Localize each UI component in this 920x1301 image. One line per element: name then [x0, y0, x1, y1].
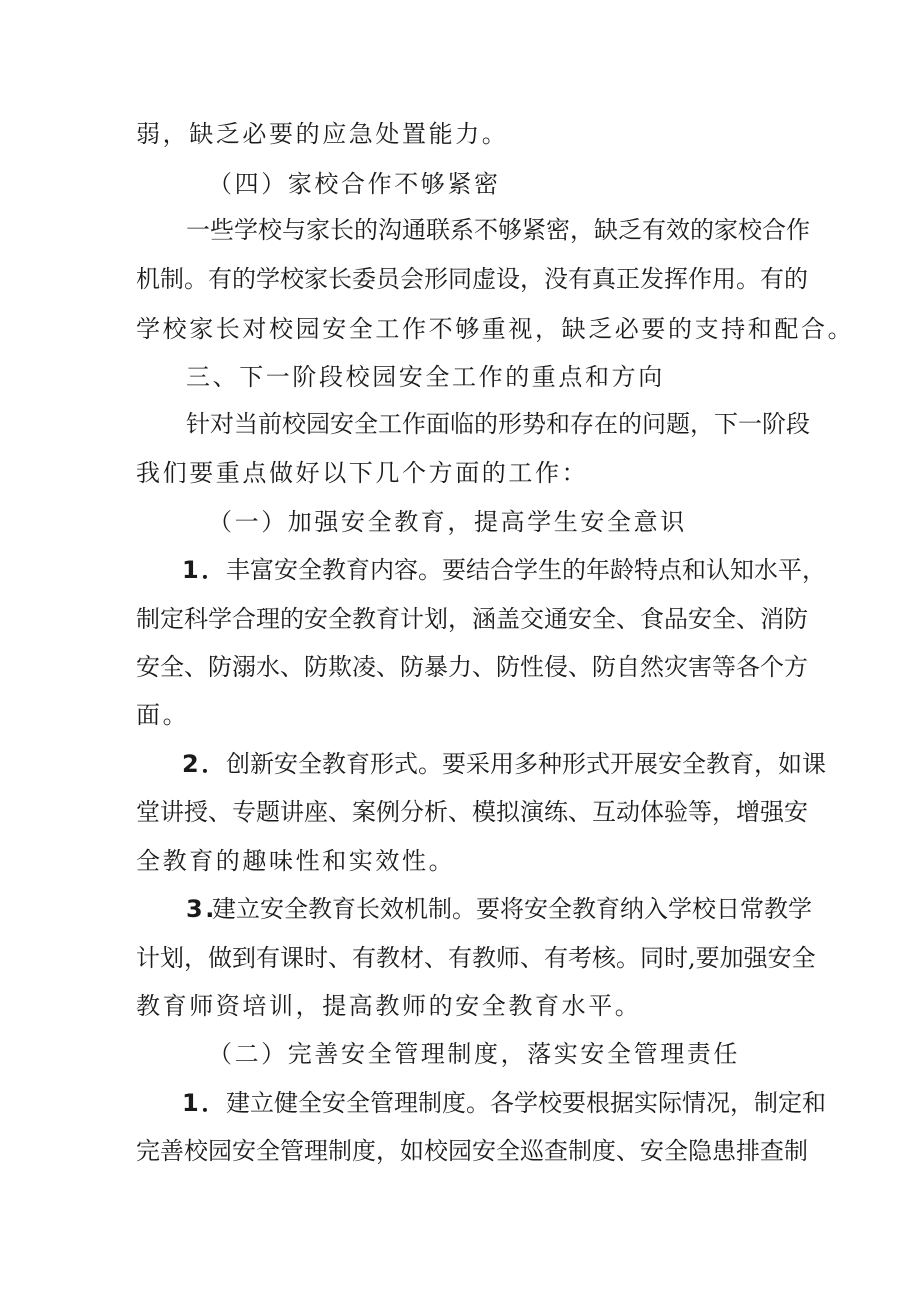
text-line: 针对当前校园安全工作面临的形势和存在的问题，下一阶段 [186, 410, 810, 438]
text-line: 建立安全教育长效机制。要将安全教育纳入学校日常教学 [212, 895, 812, 923]
item-number: 3. [186, 895, 218, 923]
item-number: 1． [182, 1089, 228, 1117]
text-line: 全教育的趣味性和实效性。 [136, 847, 456, 875]
text-line: 一些学校与家长的沟通联系不够紧密，缺乏有效的家校合作 [186, 216, 810, 244]
text-line: 我们要重点做好以下几个方面的工作： [136, 459, 589, 487]
text-line: 机制。有的学校家长委员会形同虚设，没有真正发挥作用。有的 [136, 265, 808, 293]
item-number: 1． [182, 556, 228, 584]
text-line: 堂讲授、专题讲座、案例分析、模拟演练、互动体验等，增强安 [136, 798, 808, 826]
text-line: 完善校园安全管理制度，如校园安全巡查制度、安全隐患排查制 [136, 1137, 808, 1165]
text-line: 面。 [136, 701, 190, 729]
list-number [182, 554, 228, 586]
text-line: 计划，做到有课时、有教材、有教师、有考核。同时,要加强安全 [136, 944, 816, 972]
text-line: 安全、防溺水、防欺凌、防暴力、防性侵、防自然灾害等各个方 [136, 653, 808, 681]
list-number [182, 748, 228, 780]
list-number [182, 1087, 228, 1119]
section-heading: （四）家校合作不够紧密 [208, 170, 501, 198]
item-number: 2． [182, 750, 228, 778]
text-line: 制定科学合理的安全教育计划，涵盖交通安全、食品安全、消防 [136, 605, 808, 633]
text-line: 建立健全安全管理制度。各学校要根据实际情况，制定和 [226, 1089, 826, 1117]
text-line: 创新安全教育形式。要采用多种形式开展安全教育，如课 [226, 750, 826, 778]
text-line: 丰富安全教育内容。要结合学生的年龄特点和认知水平， [226, 556, 826, 584]
chapter-heading: 三、下一阶段校园安全工作的重点和方向 [186, 363, 665, 391]
text-line: 教育师资培训，提高教师的安全教育水平。 [136, 992, 642, 1020]
section-heading: （二）完善安全管理制度，落实安全管理责任 [208, 1040, 740, 1068]
text-line: 学校家长对校园安全工作不够重视，缺乏必要的支持和配合。 [136, 315, 855, 343]
text-line: 弱，缺乏必要的应急处置能力。 [136, 120, 509, 148]
section-heading: （一）加强安全教育，提高学生安全意识 [208, 508, 687, 536]
